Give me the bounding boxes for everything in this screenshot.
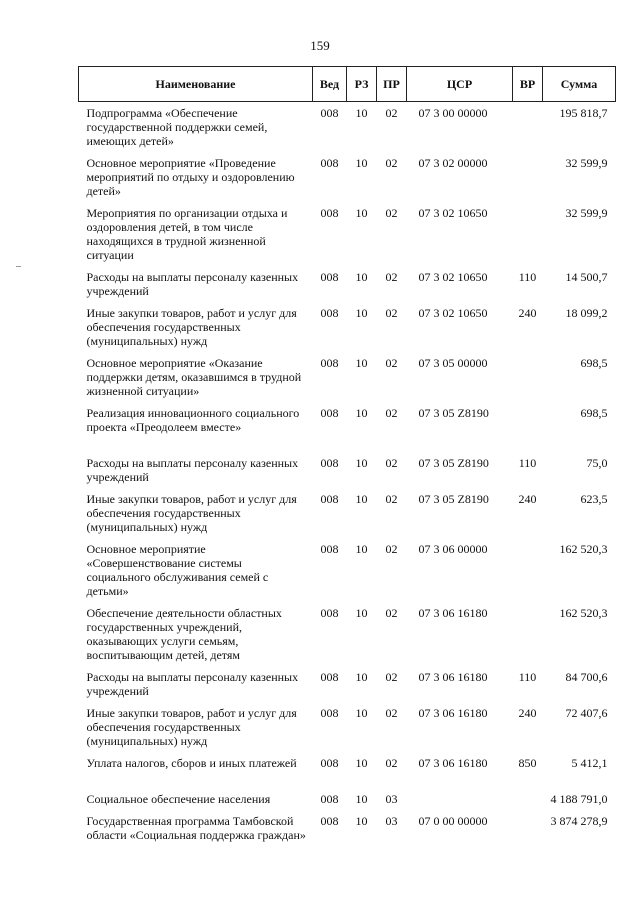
header-csr: ЦСР — [407, 67, 513, 102]
row-rz: 10 — [355, 269, 368, 284]
row-vr — [513, 102, 543, 152]
row-sum: 5 412,1 — [571, 755, 608, 770]
row-rz: 10 — [355, 355, 368, 370]
row-sum: 75,0 — [586, 455, 608, 470]
row-sum: 84 700,6 — [565, 669, 608, 684]
row-pr: 02 — [385, 269, 398, 284]
row-vr: 850 — [518, 755, 537, 770]
row-name: Основное мероприятие «Оказание поддержки детям, оказавшимся в трудной жизненной ситуации» — [86, 355, 302, 398]
row-vr — [513, 202, 543, 266]
row-name: Основное мероприятие «Совершенствование системы социального обслуживания семей с детьми» — [86, 541, 269, 598]
row-rz: 10 — [355, 755, 368, 770]
header-sum: Сумма — [543, 67, 616, 102]
table-row — [79, 452, 616, 488]
row-ved: 008 — [320, 155, 339, 170]
row-name: Иные закупки товаров, работ и услуг для обеспечения государственных (муниципальных) нужд — [86, 705, 297, 748]
row-ved: 008 — [320, 491, 339, 506]
row-sum: 18 099,2 — [565, 305, 608, 320]
row-rz: 10 — [355, 155, 368, 170]
row-ved: 008 — [320, 269, 339, 284]
row-rz: 10 — [355, 541, 368, 556]
table-row — [79, 702, 616, 752]
row-pr: 02 — [385, 669, 398, 684]
row-rz: 10 — [355, 205, 368, 220]
row-sum: 195 818,7 — [559, 106, 608, 120]
table-row — [79, 302, 616, 352]
row-csr: 07 3 06 16180 — [418, 705, 488, 720]
row-name: Обеспечение деятельности областных государственных учреждений, оказывающих услуги семьям, воспитывающим детей, детям — [86, 605, 282, 662]
row-ved: 008 — [320, 755, 339, 770]
row-sum: 162 520,3 — [559, 605, 608, 620]
table-row — [79, 752, 616, 788]
row-ved: 008 — [320, 813, 339, 828]
table-row — [79, 402, 616, 452]
row-vr — [513, 810, 543, 860]
table-body — [79, 102, 616, 860]
row-name: Иные закупки товаров, работ и услуг для обеспечения государственных (муниципальных) нужд — [86, 491, 297, 534]
table-header-row — [79, 67, 616, 102]
row-rz: 10 — [355, 106, 368, 120]
table-row — [79, 266, 616, 302]
row-vr — [513, 788, 543, 810]
row-csr: 07 3 00 00000 — [418, 106, 488, 120]
row-name: Уплата налогов, сборов и иных платежей — [86, 755, 297, 770]
row-sum: 32 599,9 — [565, 155, 608, 170]
row-csr: 07 3 05 00000 — [418, 355, 488, 370]
row-csr: 07 3 02 10650 — [418, 269, 488, 284]
row-pr: 02 — [385, 205, 398, 220]
budget-table — [78, 66, 616, 860]
row-pr: 02 — [385, 355, 398, 370]
row-rz: 10 — [355, 791, 368, 806]
row-vr — [513, 152, 543, 202]
row-csr: 07 3 05 Z8190 — [418, 455, 489, 470]
row-sum: 3 874 278,9 — [550, 813, 608, 828]
row-ved: 008 — [320, 669, 339, 684]
row-csr: 07 3 06 16180 — [418, 605, 488, 620]
row-pr: 02 — [385, 305, 398, 320]
row-vr: 240 — [518, 705, 537, 720]
table-row — [79, 666, 616, 702]
row-name: Государственная программа Тамбовской области «Социальная поддержка граждан» — [86, 813, 306, 842]
header-ved: Вед — [313, 67, 347, 102]
row-pr: 02 — [385, 491, 398, 506]
row-ved: 008 — [320, 205, 339, 220]
row-sum: 32 599,9 — [565, 205, 608, 220]
table-row — [79, 788, 616, 810]
row-vr: 110 — [518, 269, 537, 284]
row-name: Расходы на выплаты персоналу казенных учреждений — [86, 455, 299, 484]
row-rz: 10 — [355, 705, 368, 720]
row-ved: 008 — [320, 106, 339, 120]
table-row — [79, 352, 616, 402]
row-vr — [513, 352, 543, 402]
row-ved: 008 — [320, 541, 339, 556]
row-csr: 07 3 06 00000 — [418, 541, 488, 556]
row-pr: 03 — [385, 791, 398, 806]
table-row — [79, 152, 616, 202]
row-name: Расходы на выплаты персоналу казенных учреждений — [86, 269, 299, 298]
row-csr: 07 3 05 Z8190 — [418, 405, 489, 420]
row-name: Подпрограмма «Обеспечение государственной поддержки семей, имеющих детей» — [86, 106, 268, 148]
row-rz: 10 — [355, 813, 368, 828]
row-rz: 10 — [355, 405, 368, 420]
table-row — [79, 538, 616, 602]
row-rz: 10 — [355, 305, 368, 320]
table-row — [79, 602, 616, 666]
header-pr: ПР — [377, 67, 407, 102]
row-pr: 02 — [385, 605, 398, 620]
table-row — [79, 102, 616, 152]
row-csr: 07 3 02 00000 — [418, 155, 488, 170]
row-vr — [513, 538, 543, 602]
row-pr: 02 — [385, 405, 398, 420]
row-sum: 72 407,6 — [565, 705, 608, 720]
row-sum: 162 520,3 — [559, 541, 608, 556]
row-pr: 02 — [385, 541, 398, 556]
row-pr: 03 — [385, 813, 398, 828]
row-vr — [513, 402, 543, 452]
row-rz: 10 — [355, 669, 368, 684]
row-sum: 698,5 — [580, 355, 608, 370]
row-rz: 10 — [355, 605, 368, 620]
header-name: Наименование — [79, 67, 313, 102]
row-rz: 10 — [355, 491, 368, 506]
row-ved: 008 — [320, 791, 339, 806]
row-csr: 07 3 06 16180 — [418, 669, 488, 684]
row-rz: 10 — [355, 455, 368, 470]
row-csr: 07 3 05 Z8190 — [418, 491, 489, 506]
row-vr: 110 — [518, 669, 537, 684]
table-row — [79, 488, 616, 538]
row-vr — [513, 602, 543, 666]
row-sum: 698,5 — [580, 405, 608, 420]
row-pr: 02 — [385, 755, 398, 770]
row-csr: 07 3 02 10650 — [418, 305, 488, 320]
row-name: Социальное обеспечение населения — [86, 791, 271, 806]
table-row — [79, 810, 616, 860]
row-pr: 02 — [385, 455, 398, 470]
page-number: 159 — [310, 38, 330, 53]
row-name: Мероприятия по организации отдыха и оздоровления детей, в том числе находящихся в трудной жизненной ситуации — [86, 205, 288, 262]
row-ved: 008 — [320, 355, 339, 370]
row-vr: 240 — [518, 491, 537, 506]
row-ved: 008 — [320, 605, 339, 620]
table-row — [79, 202, 616, 266]
row-ved: 008 — [320, 455, 339, 470]
row-name: Реализация инновационного социального проекта «Преодолеем вместе» — [86, 405, 300, 434]
row-csr: 07 3 02 10650 — [418, 205, 488, 220]
row-vr: 110 — [518, 455, 537, 470]
row-csr: 07 3 06 16180 — [418, 755, 488, 770]
row-pr: 02 — [385, 155, 398, 170]
row-pr: 02 — [385, 106, 398, 120]
row-pr: 02 — [385, 705, 398, 720]
row-csr: 07 0 00 00000 — [418, 813, 488, 828]
row-vr: 240 — [518, 305, 537, 320]
row-sum: 623,5 — [580, 491, 608, 506]
row-csr — [407, 788, 513, 810]
row-name: Расходы на выплаты персоналу казенных учреждений — [86, 669, 299, 698]
margin-mark — [16, 266, 21, 267]
row-ved: 008 — [320, 705, 339, 720]
row-ved: 008 — [320, 405, 339, 420]
header-rz: РЗ — [347, 67, 377, 102]
row-ved: 008 — [320, 305, 339, 320]
row-sum: 4 188 791,0 — [550, 791, 608, 806]
header-vr: ВР — [513, 67, 543, 102]
row-name: Основное мероприятие «Проведение мероприятий по отдыху и оздоровлению детей» — [86, 155, 295, 198]
row-name: Иные закупки товаров, работ и услуг для обеспечения государственных (муниципальных) нужд — [86, 305, 297, 348]
row-sum: 14 500,7 — [565, 269, 608, 284]
